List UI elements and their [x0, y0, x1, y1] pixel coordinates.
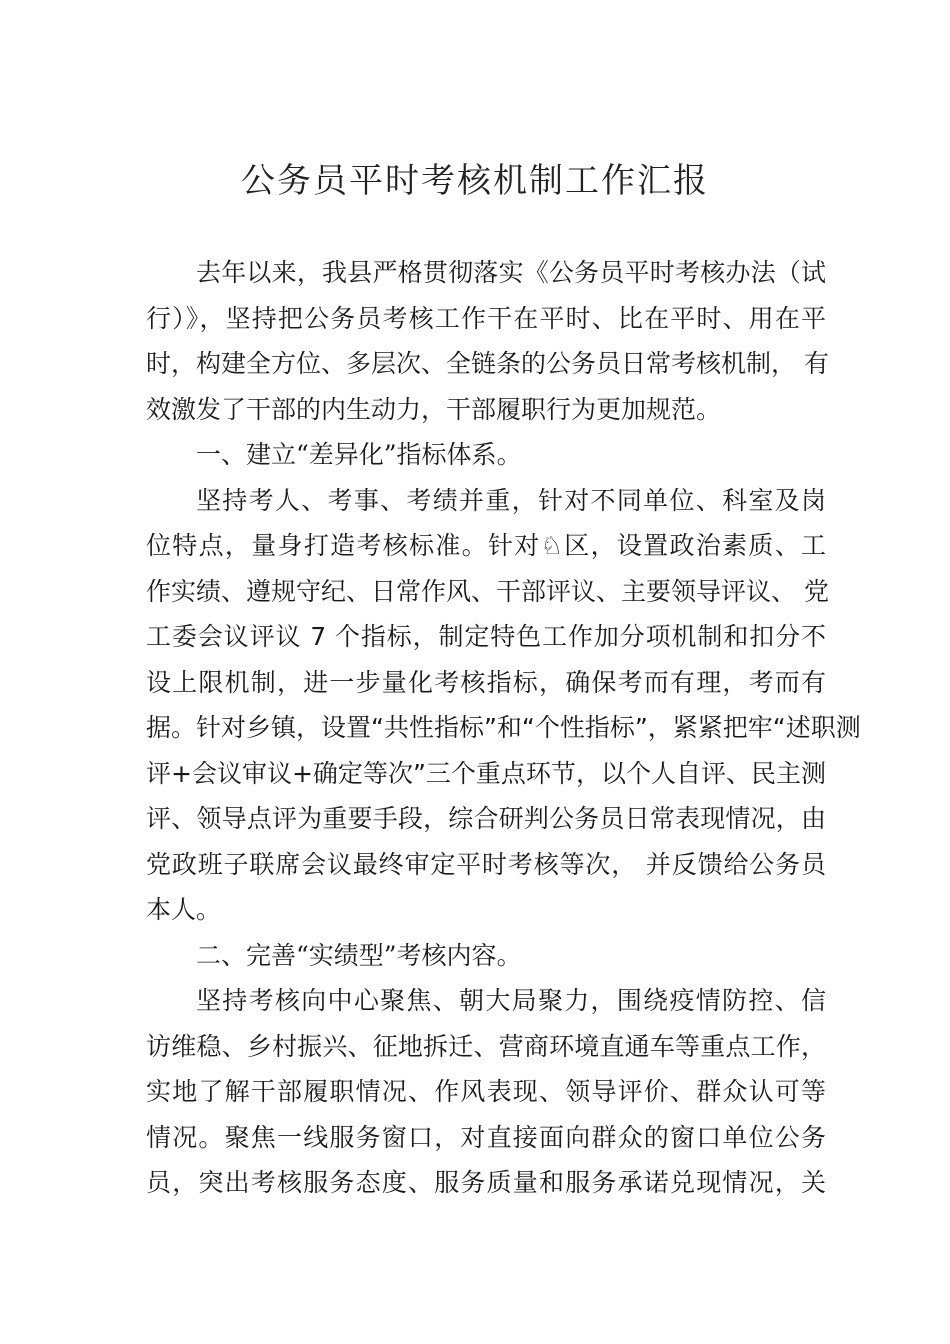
paragraph-line: 坚持考人、考事、考绩并重，针对不同单位、科室及岗	[196, 485, 826, 515]
document-title: 公务员平时考核机制工作汇报	[241, 161, 709, 201]
section-heading: 二、完善“实绩型”考核内容。	[196, 940, 522, 970]
paragraph-line: 效激发了干部的内生动力，干部履职行为更加规范。	[146, 394, 722, 424]
document-body	[146, 250, 861, 1206]
paragraph-line: 坚持考核向中心聚焦、朝大局聚力，围绕疫情防控、信	[196, 986, 826, 1015]
section-heading: 一、建立“差异化”指标体系。	[196, 440, 522, 469]
paragraph-line: 设上限机制，进一步量化考核指标，确保考而有理，考而有	[146, 667, 826, 697]
paragraph-line: 本人。	[146, 895, 222, 924]
paragraph-line: 去年以来，我县严格贯彻落实《公务员平时考核办法（试	[196, 258, 826, 287]
paragraph-line: 工委会议评议 7 个指标，制定特色工作加分项机制和扣分不	[146, 622, 826, 651]
paragraph-line: 评、领导点评为重要手段，综合研判公务员日常表现情况，由	[146, 804, 826, 833]
paragraph-line: 据。针对乡镇，设置“共性指标”和“个性指标”，紧紧把牢“述职测	[146, 713, 861, 742]
paragraph-line: 访维稳、乡村振兴、征地拆迁、营商环境直通车等重点工作，	[146, 1031, 826, 1061]
paragraph-line: 员，突出考核服务态度、服务质量和服务承诺兑现情况，关	[146, 1168, 826, 1197]
paragraph-line: 党政班子联席会议最终审定平时考核等次， 并反馈给公务员	[146, 849, 826, 879]
paragraph-line: 情况。聚焦一线服务窗口，对直接面向群众的窗口单位公务	[146, 1122, 826, 1152]
paragraph-line: 行）》，坚持把公务员考核工作干在平时、比在平时、用在平	[146, 303, 826, 333]
paragraph-line: 时，构建全方位、多层次、全链条的公务员日常考核机制， 有	[146, 349, 829, 378]
paragraph-line: 评+会议审议+确定等次”三个重点环节，以个人自评、民主测	[146, 758, 826, 788]
paragraph-line: 作实绩、遵规守纪、日常作风、干部评议、主要领导评议、 党	[146, 576, 829, 606]
paragraph-line: 位特点，量身打造考核标准。针对♘区，设置政治素质、工	[146, 531, 826, 560]
paragraph-line: 实地了解干部履职情况、作风表现、领导评价、群众认可等	[146, 1077, 826, 1106]
